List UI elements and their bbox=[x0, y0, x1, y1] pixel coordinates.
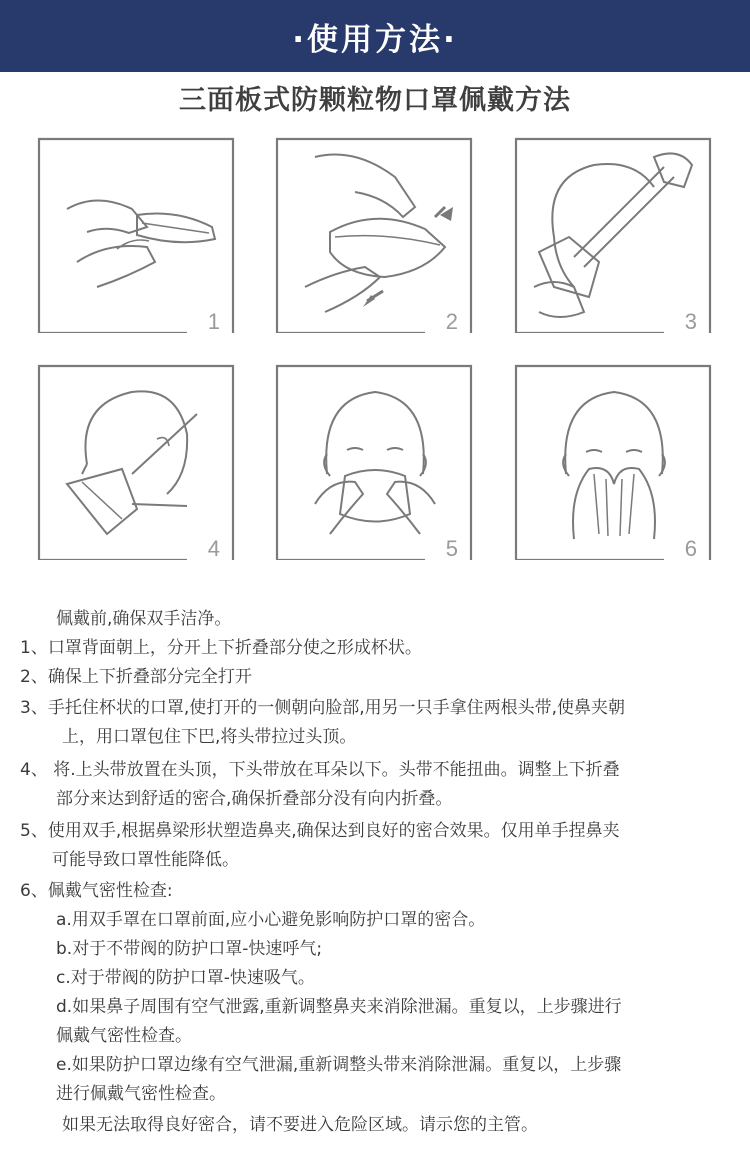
step-3-panel bbox=[514, 137, 712, 333]
intro-text: 佩戴前,确保双手洁净。 bbox=[56, 609, 232, 629]
instruction-subtitle: 三面板式防颗粒物口罩佩戴方法 bbox=[179, 85, 571, 116]
check-e-text: e.如果防护口罩边缘有空气泄漏,重新调整头带来消除泄漏。重复以，上步骤 bbox=[56, 1055, 622, 1075]
step-5-text: 5、使用双手,根据鼻梁形状塑造鼻夹,确保达到良好的密合效果。仅用单手捏鼻夹 bbox=[20, 821, 620, 841]
check-a-text: a.用双手罩在口罩前面,应小心避免影响防护口罩的密合。 bbox=[56, 910, 486, 930]
step-6-panel bbox=[514, 364, 712, 560]
step-6-number: 6 bbox=[684, 536, 697, 560]
step-6-illustration bbox=[514, 364, 712, 560]
step-3-number: 3 bbox=[684, 309, 697, 333]
outro-text: 如果无法取得良好密合，请不要进入危险区域。请示您的主管。 bbox=[62, 1115, 538, 1135]
step-3-text-cont: 上，用口罩包住下巴,将头带拉过头顶。 bbox=[62, 727, 357, 747]
step-5-illustration bbox=[275, 364, 473, 560]
step-5-panel bbox=[275, 364, 473, 560]
step-4-text-cont: 部分来达到舒适的密合,确保折叠部分没有向内折叠。 bbox=[56, 789, 453, 809]
step-4-panel bbox=[37, 364, 235, 560]
step-4-illustration bbox=[37, 364, 235, 560]
check-e-text-cont: 进行佩戴气密性检查。 bbox=[56, 1084, 226, 1104]
check-d-text: d.如果鼻子周围有空气泄露,重新调整鼻夹来消除泄漏。重复以，上步骤进行 bbox=[56, 997, 622, 1017]
step-2-text: 2、确保上下折叠部分完全打开 bbox=[20, 667, 252, 687]
page-title: ·使用方法· bbox=[292, 21, 458, 58]
step-2-number: 2 bbox=[445, 309, 458, 333]
step-3-illustration bbox=[514, 137, 712, 333]
step-5-number: 5 bbox=[445, 536, 458, 560]
check-d-text-cont: 佩戴气密性检查。 bbox=[56, 1026, 192, 1046]
step-4-number: 4 bbox=[207, 536, 220, 560]
step-5-text-cont: 可能导致口罩性能降低。 bbox=[52, 850, 239, 870]
step-2-illustration bbox=[275, 137, 473, 333]
step-2-panel bbox=[275, 137, 473, 333]
step-1-illustration bbox=[37, 137, 235, 333]
step-6-text: 6、佩戴气密性检查: bbox=[20, 881, 173, 901]
step-1-text: 1、口罩背面朝上，分开上下折叠部分使之形成杯状。 bbox=[20, 638, 422, 658]
check-b-text: b.对于不带阀的防护口罩-快速呼气; bbox=[56, 939, 323, 959]
step-1-panel bbox=[37, 137, 235, 333]
step-1-number: 1 bbox=[207, 309, 220, 333]
check-c-text: c.对于带阀的防护口罩-快速吸气。 bbox=[56, 968, 315, 988]
step-4-text: 4、 将.上头带放置在头顶，下头带放在耳朵以下。头带不能扭曲。调整上下折叠 bbox=[20, 760, 620, 780]
step-3-text: 3、手托住杯状的口罩,使打开的一侧朝向脸部,用另一只手拿住两根头带,使鼻夹朝 bbox=[20, 698, 626, 718]
